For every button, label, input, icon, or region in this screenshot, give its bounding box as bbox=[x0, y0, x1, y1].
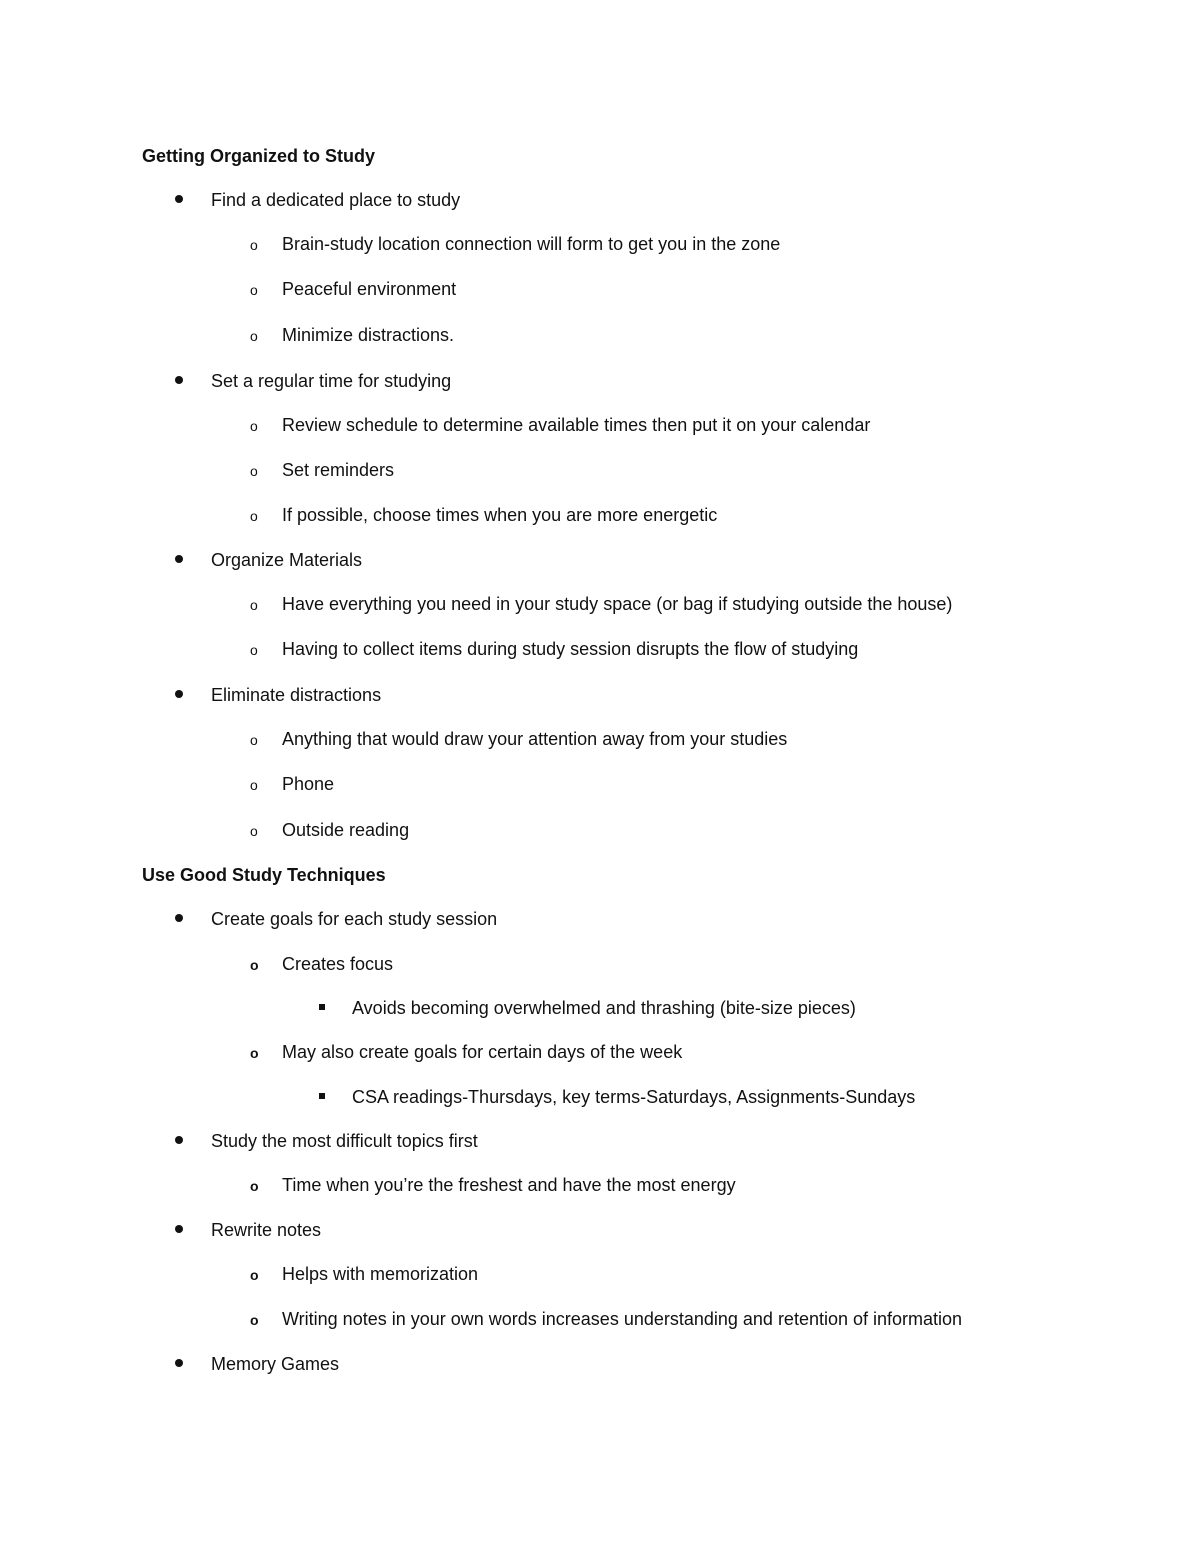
list-item: Eliminate distractions bbox=[211, 685, 382, 705]
bullet-dot-icon bbox=[175, 195, 183, 203]
list-item: Brain-study location connection will form to get you in the zone bbox=[282, 234, 781, 254]
list-item: Peaceful environment bbox=[282, 279, 457, 299]
bullet-circle-icon: o bbox=[250, 463, 258, 479]
list-item: May also create goals for certain days of the week bbox=[282, 1042, 683, 1062]
list-item: Writing notes in your own words increases understanding and retention of information bbox=[282, 1309, 963, 1329]
list-item: Review schedule to determine available times then put it on your calendar bbox=[282, 415, 871, 435]
list-item: Phone bbox=[282, 774, 335, 794]
list-item: Create goals for each study session bbox=[211, 909, 498, 929]
list-item: Outside reading bbox=[282, 820, 410, 840]
bullet-circle-icon: o bbox=[250, 237, 258, 253]
bullet-square-icon bbox=[319, 1004, 325, 1010]
section-heading: Use Good Study Techniques bbox=[142, 865, 386, 885]
list-item: Creates focus bbox=[282, 954, 394, 974]
list-item: Minimize distractions. bbox=[282, 325, 455, 345]
list-item: Avoids becoming overwhelmed and thrashing (bite-size pieces) bbox=[352, 998, 856, 1018]
bullet-circle-icon: o bbox=[250, 642, 258, 658]
list-item: Set a regular time for studying bbox=[211, 371, 452, 391]
bullet-dot-icon bbox=[175, 376, 183, 384]
list-item: Anything that would draw your attention away from your studies bbox=[282, 729, 788, 749]
bullet-circle-icon: o bbox=[250, 1312, 259, 1328]
bullet-circle-icon: o bbox=[250, 328, 258, 344]
bullet-dot-icon bbox=[175, 690, 183, 698]
bullet-circle-icon: o bbox=[250, 597, 258, 613]
bullet-circle-icon: o bbox=[250, 1267, 259, 1283]
bullet-circle-icon: o bbox=[250, 957, 259, 973]
section-heading: Getting Organized to Study bbox=[142, 146, 375, 166]
bullet-dot-icon bbox=[175, 914, 183, 922]
list-item: Time when you’re the freshest and have the most energy bbox=[282, 1175, 736, 1195]
bullet-square-icon bbox=[319, 1093, 325, 1099]
bullet-dot-icon bbox=[175, 1225, 183, 1233]
list-item: CSA readings-Thursdays, key terms-Saturdays, Assignments-Sundays bbox=[352, 1087, 916, 1107]
bullet-circle-icon: o bbox=[250, 508, 258, 524]
bullet-circle-icon: o bbox=[250, 1045, 259, 1061]
bullet-circle-icon: o bbox=[250, 282, 258, 298]
list-item: Set reminders bbox=[282, 460, 395, 480]
bullet-circle-icon: o bbox=[250, 777, 258, 793]
bullet-circle-icon: o bbox=[250, 823, 258, 839]
bullet-dot-icon bbox=[175, 1136, 183, 1144]
list-item: Have everything you need in your study space (or bag if studying outside the house) bbox=[282, 594, 953, 614]
list-item: Organize Materials bbox=[211, 550, 363, 570]
bullet-circle-icon: o bbox=[250, 732, 258, 748]
list-item: If possible, choose times when you are more energetic bbox=[282, 505, 718, 525]
list-item: Memory Games bbox=[211, 1354, 340, 1374]
bullet-circle-icon: o bbox=[250, 418, 258, 434]
list-item: Rewrite notes bbox=[211, 1220, 322, 1240]
list-item: Find a dedicated place to study bbox=[211, 190, 461, 210]
list-item: Having to collect items during study session disrupts the flow of studying bbox=[282, 639, 859, 659]
bullet-circle-icon: o bbox=[250, 1178, 259, 1194]
list-item: Helps with memorization bbox=[282, 1264, 479, 1284]
bullet-dot-icon bbox=[175, 1359, 183, 1367]
bullet-dot-icon bbox=[175, 555, 183, 563]
list-item: Study the most difficult topics first bbox=[211, 1131, 478, 1151]
